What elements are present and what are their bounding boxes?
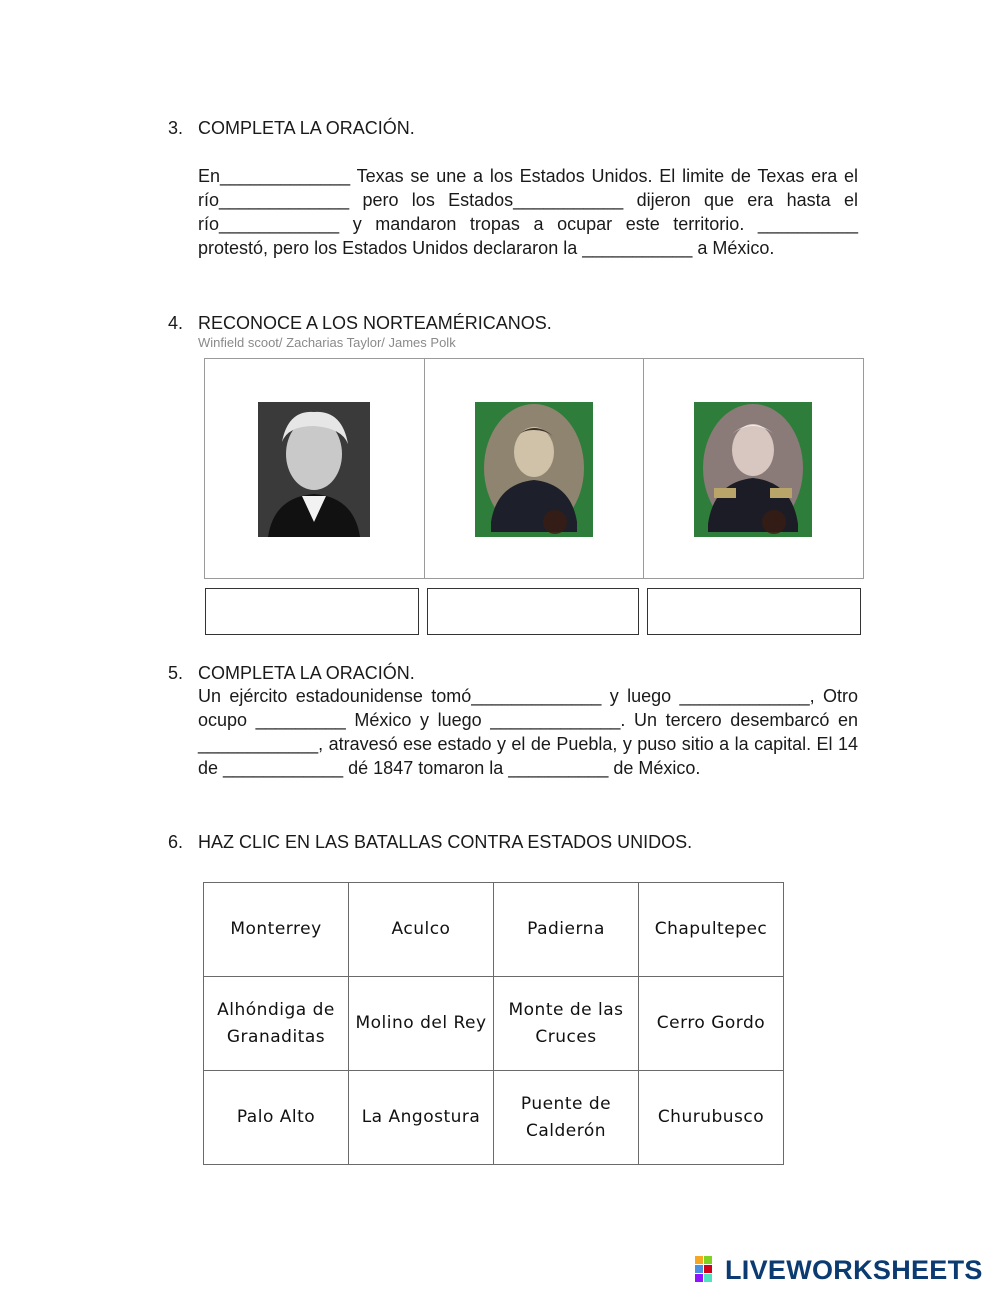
question-3-paragraph: En_____________ Texas se une a los Estados Unidos. El limite de Texas era el río_____________ pero los Estados___________ dijeron que era hasta el río____________ y mandaron tropas a ocupar este territorio. __________ protestó, pero los Estados Unidos declararon la ___________ a México. [198, 166, 858, 258]
portraits-row [204, 358, 864, 579]
question-text: RECONOCE A LOS NORTEAMÉRICANOS. [198, 313, 552, 333]
question-text: COMPLETA LA ORACIÓN. [198, 118, 415, 138]
question-5-title [168, 662, 415, 684]
answer-input-2[interactable] [427, 588, 639, 635]
question-text: HAZ CLIC EN LAS BATALLAS CONTRA ESTADOS UNIDOS. [198, 832, 693, 852]
battles-row [204, 1071, 784, 1165]
answer-input-1[interactable] [205, 588, 419, 635]
battle-cell[interactable]: Puente de Calderón [494, 1071, 639, 1165]
battle-cell[interactable]: Churubusco [639, 1071, 784, 1165]
portrait-green-frame-icon [694, 402, 812, 537]
question-number: 5. [168, 663, 184, 683]
portrait-cell-3 [644, 359, 863, 578]
battle-cell[interactable]: La Angostura [349, 1071, 494, 1165]
question-4-title [168, 312, 552, 334]
portrait-cell-2 [425, 359, 645, 578]
battle-cell[interactable]: Monte de las Cruces [494, 977, 639, 1071]
question-number: 3. [168, 118, 184, 138]
battle-cell[interactable]: Alhóndiga de Granaditas [204, 977, 349, 1071]
answer-input-3[interactable] [647, 588, 861, 635]
battle-cell[interactable]: Aculco [349, 883, 494, 977]
battles-row [204, 977, 784, 1071]
question-number: 6. [168, 832, 184, 852]
battles-row [204, 883, 784, 977]
portrait-cell-1 [205, 359, 425, 578]
battle-cell[interactable]: Palo Alto [204, 1071, 349, 1165]
battle-cell[interactable]: Cerro Gordo [639, 977, 784, 1071]
battle-cell[interactable]: Monterrey [204, 883, 349, 977]
question-3-title [168, 117, 415, 139]
question-5-paragraph: Un ejército estadounidense tomó_____________ y luego _____________, Otro ocupo _________ México y luego _____________. Un tercero desembarcó en ____________, atravesó ese estado y el de Puebla, y puso sitio a la capital. El 14 de ____________ dé 1847 tomaron la __________ de México. [198, 686, 858, 778]
portrait-green-frame-icon [475, 402, 593, 537]
liveworksheets-logo [695, 1255, 983, 1285]
battle-cell[interactable]: Padierna [494, 883, 639, 977]
battle-cell[interactable]: Molino del Rey [349, 977, 494, 1071]
question-6-title [168, 831, 692, 853]
question-text: COMPLETA LA ORACIÓN. [198, 663, 415, 683]
battles-grid [203, 882, 784, 1165]
name-hint: Winfield scoot/ Zacharias Taylor/ James Polk [198, 335, 456, 350]
battle-cell[interactable]: Chapultepec [639, 883, 784, 977]
question-number: 4. [168, 313, 184, 333]
liveworksheets-blocks-icon [695, 1256, 721, 1284]
portrait-grayscale-icon [258, 402, 370, 537]
brand-name: LIVEWORKSHEETS [725, 1254, 983, 1285]
